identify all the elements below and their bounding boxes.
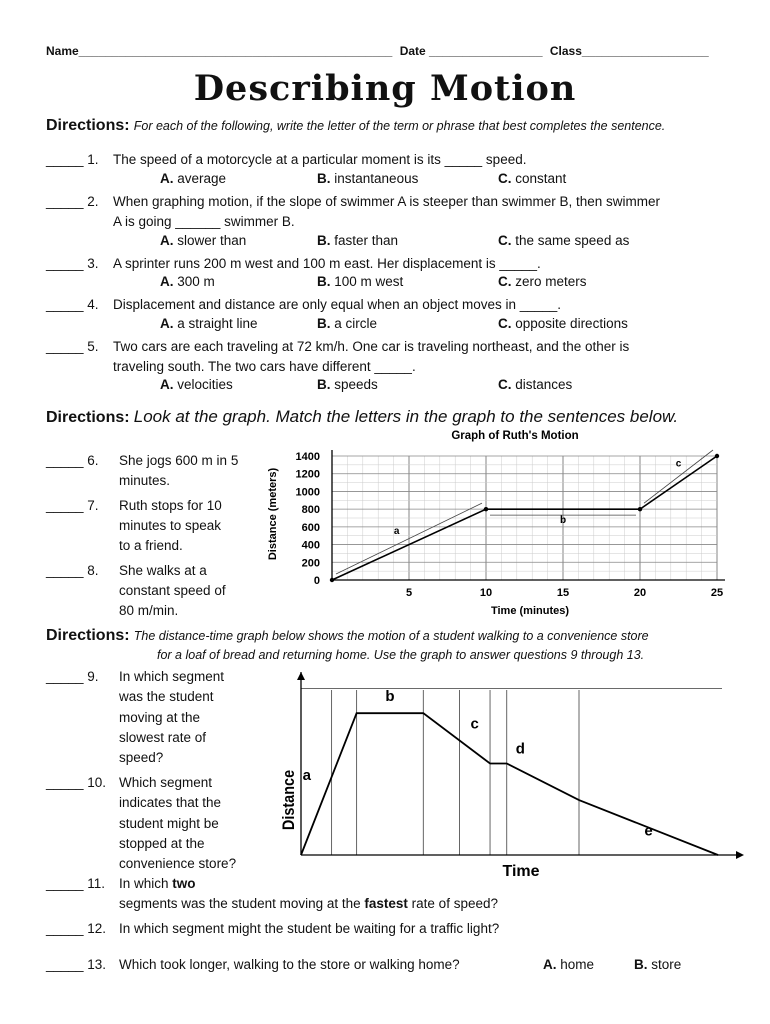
question-13 (46, 955, 106, 975)
option-c: C. zero meters (498, 274, 587, 289)
option-b: B. speeds (317, 377, 378, 392)
question-5 (46, 337, 99, 357)
y-tick-label: 1400 (295, 451, 320, 463)
answer-blank[interactable]: _____ 1. (46, 152, 99, 167)
date-field[interactable]: Date _________________ (399, 44, 543, 58)
answer-blank[interactable]: _____ 6. (46, 453, 99, 468)
section3-directions-line2: for a loaf of bread and returning home. Use the graph to answer questions 9 through 13. (157, 648, 645, 662)
page-title: Describing Motion (193, 68, 577, 109)
x-axis-arrow (736, 851, 744, 859)
question-text: A sprinter runs 200 m west and 100 m east. Her displacement is _____. (113, 256, 541, 271)
section3-directions (46, 627, 649, 645)
answer-blank[interactable]: _____ 13. (46, 957, 107, 972)
question-11 (46, 874, 105, 894)
name-field[interactable]: Name_______________________________________________ (46, 44, 393, 58)
section1-directions (46, 117, 665, 135)
answer-blank[interactable]: _____ 4. (46, 297, 99, 312)
series-line (301, 713, 718, 855)
question-9 (46, 667, 99, 687)
x-tick-label: 10 (479, 587, 493, 599)
directions-text: The distance-time graph below shows the motion of a student walking to a convenience store (133, 629, 649, 643)
x-tick-label: 5 (405, 587, 413, 599)
directions-text: For each of the following, write the letter of the term or phrase that best completes the sentence. (133, 119, 666, 133)
y-tick-label: 1000 (295, 486, 320, 499)
y-tick-label: 800 (301, 504, 320, 517)
option-a: A. slower than (160, 233, 247, 248)
y-tick-label: 0 (313, 575, 320, 587)
question-text: In which segment was the student moving at the slowest rate of speed? (119, 669, 225, 766)
question-7 (46, 496, 99, 516)
option-c: C. constant (498, 171, 567, 186)
y-tick-label: 1200 (295, 468, 320, 481)
question-text: In which two (119, 876, 196, 891)
option-c: C. opposite directions (498, 316, 628, 331)
ruth-motion-chart (262, 428, 732, 620)
y-tick-label: 200 (301, 557, 320, 570)
option-a: A. a straight line (160, 316, 258, 331)
x-tick-label: 15 (556, 587, 570, 599)
class-field[interactable]: Class___________________ (549, 44, 709, 58)
question-text: Which segment indicates that the student might be stopped at the convenience store? (119, 775, 237, 872)
x-tick-labels (406, 587, 723, 599)
y-tick-label: 600 (301, 521, 320, 534)
question-text: Two cars are each traveling at 72 km/h. One car is traveling northeast, and the other is (113, 339, 630, 354)
option-b: B. store (634, 957, 682, 972)
answer-blank[interactable]: _____ 7. (46, 498, 99, 513)
answer-blank[interactable]: _____ 12. (46, 921, 107, 936)
x-axis-label: Time (502, 863, 540, 880)
question-1 (46, 150, 99, 170)
question-text: traveling south. The two cars have different _____. (113, 359, 416, 374)
y-axis-label: Distance (meters) (267, 467, 279, 561)
option-c: C. distances (498, 377, 573, 392)
directions-text: Look at the graph. Match the letters in the graph to the sentences below. (133, 407, 679, 426)
y-tick-labels (296, 451, 320, 587)
question-text: The speed of a motorcycle at a particular moment is its _____ speed. (113, 152, 527, 167)
chart-grid (297, 672, 744, 859)
question-6 (46, 451, 99, 471)
segment-label: c (470, 715, 479, 733)
option-a: A. average (160, 171, 227, 186)
segment-label: c (675, 458, 682, 470)
option-a: A. home (543, 957, 595, 972)
data-point (638, 507, 642, 511)
chart-title: Graph of Ruth's Motion (451, 430, 579, 442)
answer-blank[interactable]: _____ 2. (46, 194, 99, 209)
question-4 (46, 295, 99, 315)
question-text: She jogs 600 m in 5 minutes. (119, 453, 239, 488)
segment-label: b (385, 688, 395, 706)
option-b: B. a circle (317, 316, 378, 331)
header-fields (46, 44, 736, 58)
directions-label: Directions: (46, 117, 130, 134)
segment-label: e (644, 822, 653, 840)
question-text: When graphing motion, if the slope of swimmer A is steeper than swimmer B, then swimmer (113, 194, 660, 209)
question-text: Which took longer, walking to the store or walking home? (119, 957, 460, 972)
question-text: segments was the student moving at the fastest rate of speed? (119, 896, 498, 911)
answer-blank[interactable]: _____ 9. (46, 669, 99, 684)
segment-label: d (515, 740, 525, 758)
y-axis-arrow (297, 672, 305, 680)
question-12 (46, 919, 106, 939)
directions-label: Directions: (46, 409, 130, 426)
answer-blank[interactable]: _____ 11. (46, 876, 106, 891)
y-tick-label: 400 (301, 539, 320, 552)
question-text: A is going ______ swimmer B. (113, 214, 295, 229)
student-walk-chart (272, 664, 752, 882)
question-text: Ruth stops for 10 minutes to speak to a friend. (119, 498, 222, 553)
data-point (484, 507, 488, 511)
question-text: Displacement and distance are only equal when an object moves in _____. (113, 297, 562, 312)
x-tick-label: 20 (633, 587, 647, 599)
segment-label: a (302, 767, 311, 785)
option-a: A. 300 m (160, 274, 215, 289)
x-axis-label: Time (minutes) (490, 605, 570, 617)
option-c: C. the same speed as (498, 233, 630, 248)
option-a: A. velocities (160, 377, 233, 392)
question-text: In which segment might the student be waiting for a traffic light? (119, 921, 500, 936)
question-text: She walks at a constant speed of 80 m/min. (119, 563, 226, 618)
segment-label: a (393, 526, 400, 538)
section2-directions (46, 407, 678, 427)
data-point (330, 578, 334, 582)
chart-data-layer (301, 688, 718, 855)
segment-label: b (559, 515, 567, 527)
directions-label: Directions: (46, 627, 130, 644)
option-b: B. instantaneous (317, 171, 419, 186)
answer-blank[interactable]: _____ 3. (46, 256, 99, 271)
answer-blank[interactable]: _____ 10. (46, 775, 107, 790)
option-b: B. 100 m west (317, 274, 404, 289)
question-2 (46, 192, 99, 212)
option-b: B. faster than (317, 233, 399, 248)
question-10 (46, 773, 106, 793)
data-point (715, 454, 719, 458)
y-axis-label: Distance (279, 769, 299, 831)
question-8 (46, 561, 99, 581)
x-tick-label: 25 (710, 587, 724, 599)
answer-blank[interactable]: _____ 5. (46, 339, 99, 354)
question-3 (46, 254, 99, 274)
answer-blank[interactable]: _____ 8. (46, 563, 99, 578)
